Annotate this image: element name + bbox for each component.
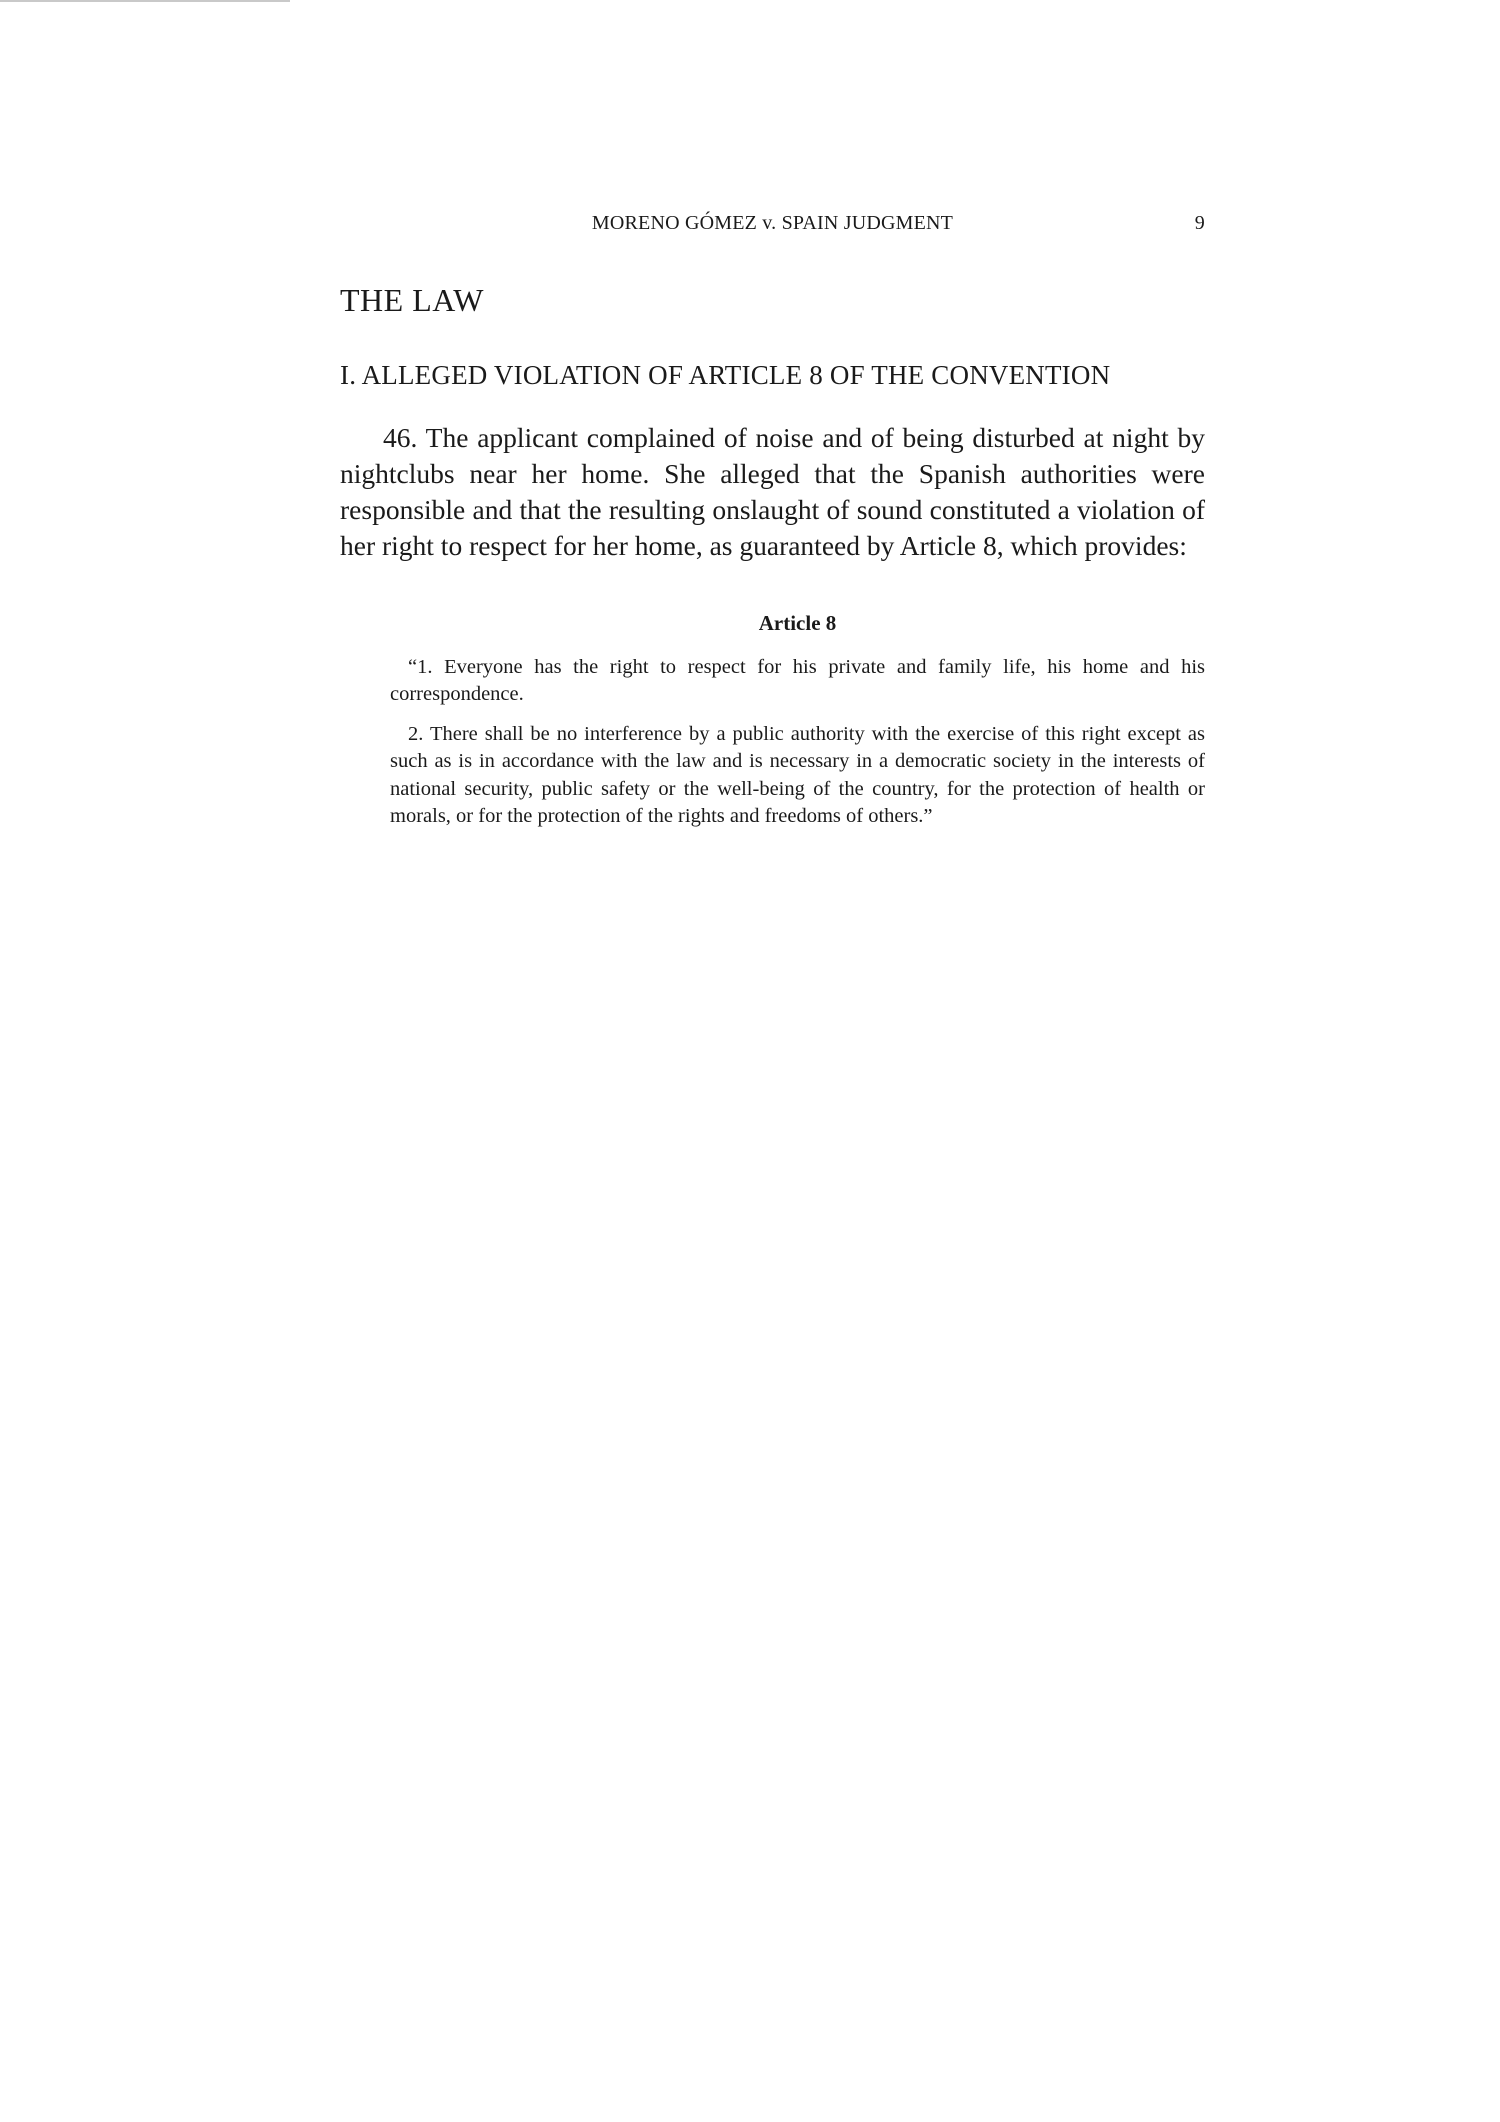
- running-header: [340, 212, 1205, 240]
- page-number: 9: [1194, 212, 1205, 234]
- running-title: MORENO GÓMEZ v. SPAIN JUDGMENT: [591, 212, 954, 234]
- subsection-title: I. ALLEGED VIOLATION OF ARTICLE 8 OF THE CONVENTION: [340, 360, 1111, 390]
- section-title: THE LAW: [340, 282, 484, 318]
- quote-paragraph-1: “1. Everyone has the right to respect for his private and family life, his home and his correspondence.: [390, 655, 1205, 705]
- article-8-quote: [390, 610, 1205, 843]
- quote-title: Article 8: [758, 611, 837, 635]
- paragraph-46: 46. The applicant complained of noise and of being disturbed at night by nightclubs near her home. She alleged that the Spanish authorities were responsible and that the resulting onslaught of sound constituted a violation of her right to respect for her home, as guaranteed by Article 8, which provides:: [340, 422, 1205, 561]
- scan-edge-mark: [0, 0, 290, 2]
- quote-paragraph-2: 2. There shall be no interference by a public authority with the exercise of this right except as such as is in accordance with the law and is necessary in a democratic society in the interests of national security, public safety or the well-being of the country, for the protection of health or morals, or for the protection of the rights and freedoms of others.”: [390, 722, 1205, 827]
